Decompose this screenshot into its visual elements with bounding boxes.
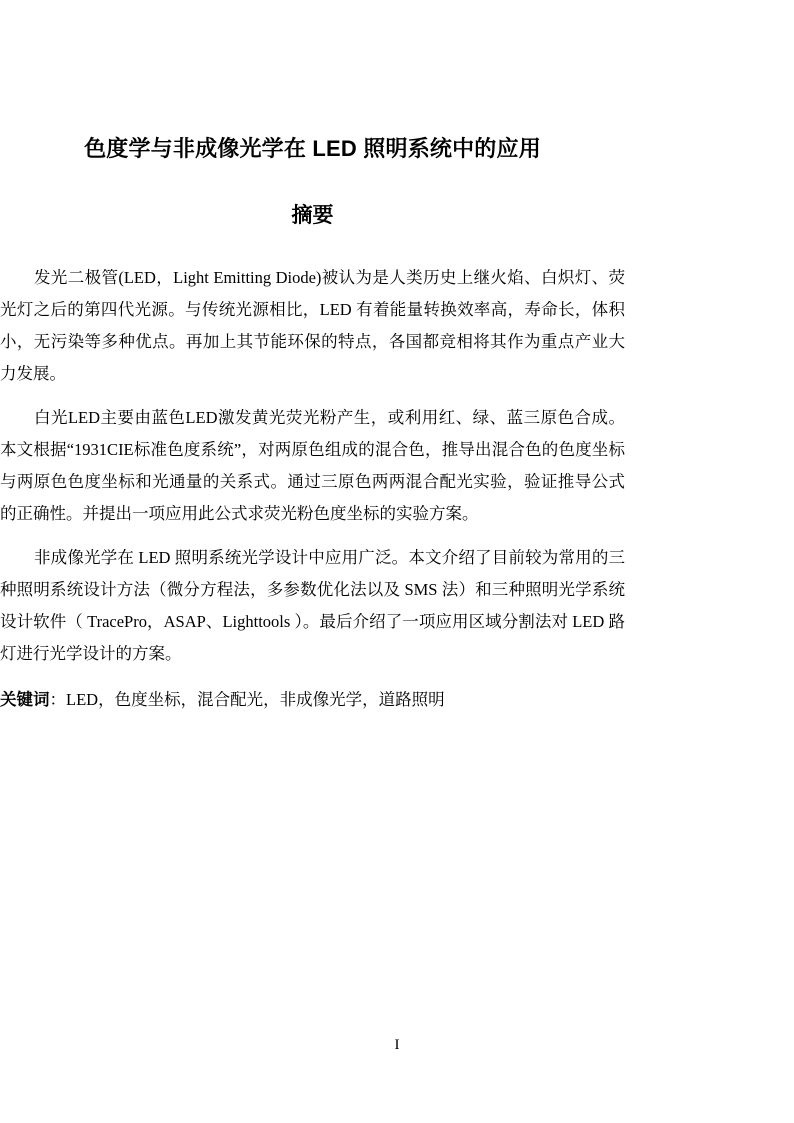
keywords-label: 关键词 <box>0 691 50 709</box>
abstract-heading: 摘要 <box>291 204 334 227</box>
abstract-paragraph-2: 白光LED主要由蓝色LED激发黄光荧光粉产生，或利用红、绿、蓝三原色合成。本文根据“1931CIE标准色度系统”，对两原色组成的混合色，推导出混合色的色度坐标与两原色色度坐标和光通量的关系式。通过三原色两两混合配光实验，验证推导公式的正确性。并提出一项应用此公式求荧光粉色度坐标的实验方案。 <box>0 408 625 523</box>
page-number: I <box>394 1037 400 1053</box>
keywords-value: LED，色度坐标，混合配光，非成像光学，道路照明 <box>66 690 445 709</box>
page-title: 色度学与非成像光学在 LED 照明系统中的应用 <box>84 136 541 161</box>
abstract-paragraph-3: 非成像光学在 LED 照明系统光学设计中应用广泛。本文介绍了目前较为常用的三种照明系统设计方法（微分方程法，多参数优化法以及 SMS 法）和三种照明光学系统设计软件（ TracePro，ASAP、Lighttools ）。最后介绍了一项应用区域分割法对 LED 路灯进行光学设计的方案。 <box>0 548 625 663</box>
keywords-separator: ： <box>49 690 66 709</box>
abstract-paragraph-1: 发光二极管(LED，Light Emitting Diode)被认为是人类历史上继火焰、白炽灯、荧光灯之后的第四代光源。与传统光源相比，LED 有着能量转换效率高，寿命长，体积小，无污染等多种优点。再加上其节能环保的特点，各国都竞相将其作为重点产业大力发展。 <box>0 268 625 383</box>
keywords-line <box>0 684 625 716</box>
abstract-body <box>0 262 625 728</box>
